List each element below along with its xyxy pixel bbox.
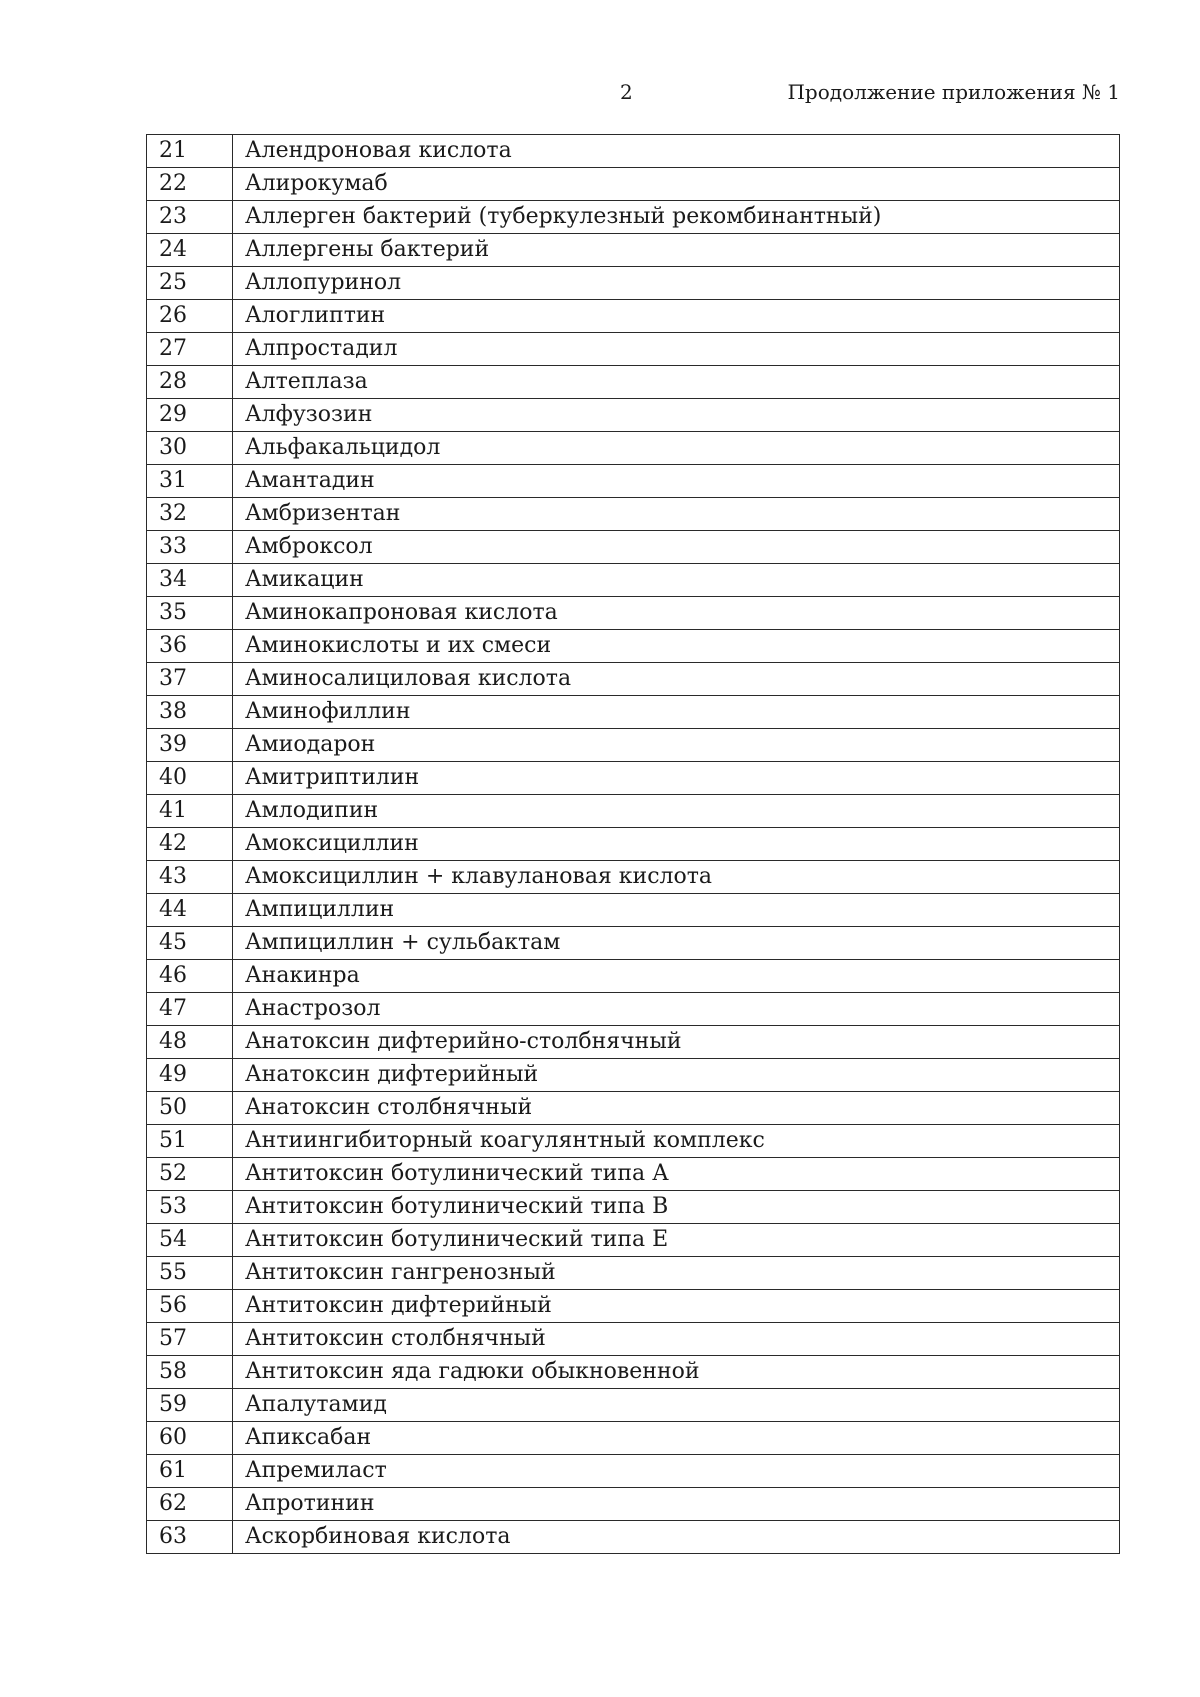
drug-name-cell: Ампициллин + сульбактам — [233, 927, 1120, 960]
table-row — [147, 135, 1120, 168]
drug-name-cell: Алфузозин — [233, 399, 1120, 432]
table-row — [147, 1455, 1120, 1488]
drug-name-cell: Амоксициллин — [233, 828, 1120, 861]
drug-name-cell: Алтеплаза — [233, 366, 1120, 399]
table-row — [147, 234, 1120, 267]
table-row — [147, 927, 1120, 960]
table-row — [147, 828, 1120, 861]
row-number-cell: 48 — [147, 1026, 233, 1059]
drug-name-cell: Антитоксин ботулинический типа Е — [233, 1224, 1120, 1257]
drug-name-cell: Алоглиптин — [233, 300, 1120, 333]
table-row — [147, 1191, 1120, 1224]
table-row — [147, 630, 1120, 663]
drug-name-cell: Анатоксин столбнячный — [233, 1092, 1120, 1125]
row-number-cell: 63 — [147, 1521, 233, 1554]
table-row — [147, 564, 1120, 597]
drug-name-cell: Аминофиллин — [233, 696, 1120, 729]
drug-name-cell: Антитоксин гангренозный — [233, 1257, 1120, 1290]
table-row — [147, 1389, 1120, 1422]
row-number-cell: 28 — [147, 366, 233, 399]
drug-name-cell: Анастрозол — [233, 993, 1120, 1026]
table-row — [147, 1422, 1120, 1455]
drug-name-cell: Апиксабан — [233, 1422, 1120, 1455]
table-row — [147, 993, 1120, 1026]
row-number-cell: 36 — [147, 630, 233, 663]
drug-name-cell: Алендроновая кислота — [233, 135, 1120, 168]
drug-name-cell: Апалутамид — [233, 1389, 1120, 1422]
drug-name-cell: Амбризентан — [233, 498, 1120, 531]
row-number-cell: 29 — [147, 399, 233, 432]
row-number-cell: 56 — [147, 1290, 233, 1323]
row-number-cell: 39 — [147, 729, 233, 762]
table-row — [147, 1026, 1120, 1059]
row-number-cell: 54 — [147, 1224, 233, 1257]
table-body — [147, 135, 1120, 1554]
table-row — [147, 366, 1120, 399]
drug-name-cell: Апротинин — [233, 1488, 1120, 1521]
row-number-cell: 52 — [147, 1158, 233, 1191]
table-row — [147, 201, 1120, 234]
row-number-cell: 34 — [147, 564, 233, 597]
row-number-cell: 51 — [147, 1125, 233, 1158]
table-row — [147, 729, 1120, 762]
drug-name-cell: Амброксол — [233, 531, 1120, 564]
table-row — [147, 762, 1120, 795]
drug-name-cell: Апремиласт — [233, 1455, 1120, 1488]
drug-name-cell: Аллопуринол — [233, 267, 1120, 300]
table-row — [147, 1488, 1120, 1521]
drug-name-cell: Антитоксин столбнячный — [233, 1323, 1120, 1356]
row-number-cell: 25 — [147, 267, 233, 300]
table-row — [147, 1521, 1120, 1554]
row-number-cell: 60 — [147, 1422, 233, 1455]
row-number-cell: 33 — [147, 531, 233, 564]
row-number-cell: 55 — [147, 1257, 233, 1290]
drug-name-cell: Альфакальцидол — [233, 432, 1120, 465]
drug-name-cell: Аскорбиновая кислота — [233, 1521, 1120, 1554]
drug-name-cell: Амикацин — [233, 564, 1120, 597]
row-number-cell: 26 — [147, 300, 233, 333]
table-row — [147, 894, 1120, 927]
table-row — [147, 597, 1120, 630]
drug-name-cell: Аминосалициловая кислота — [233, 663, 1120, 696]
table-row — [147, 795, 1120, 828]
drug-name-cell: Амантадин — [233, 465, 1120, 498]
drug-name-cell: Алпростадил — [233, 333, 1120, 366]
table-row — [147, 498, 1120, 531]
row-number-cell: 22 — [147, 168, 233, 201]
row-number-cell: 21 — [147, 135, 233, 168]
table-row — [147, 1224, 1120, 1257]
table-row — [147, 333, 1120, 366]
table-row — [147, 1092, 1120, 1125]
row-number-cell: 40 — [147, 762, 233, 795]
row-number-cell: 42 — [147, 828, 233, 861]
drug-name-cell: Анатоксин дифтерийно-столбнячный — [233, 1026, 1120, 1059]
drug-name-cell: Антитоксин ботулинический типа В — [233, 1191, 1120, 1224]
row-number-cell: 41 — [147, 795, 233, 828]
drug-name-cell: Ампициллин — [233, 894, 1120, 927]
row-number-cell: 62 — [147, 1488, 233, 1521]
row-number-cell: 23 — [147, 201, 233, 234]
table-row — [147, 1158, 1120, 1191]
table-row — [147, 300, 1120, 333]
row-number-cell: 53 — [147, 1191, 233, 1224]
page-number: 2 — [620, 80, 633, 104]
drug-name-cell: Аминокапроновая кислота — [233, 597, 1120, 630]
drug-name-cell: Аллергены бактерий — [233, 234, 1120, 267]
row-number-cell: 44 — [147, 894, 233, 927]
row-number-cell: 46 — [147, 960, 233, 993]
row-number-cell: 37 — [147, 663, 233, 696]
drug-name-cell: Аллерген бактерий (туберкулезный рекомбинантный) — [233, 201, 1120, 234]
row-number-cell: 61 — [147, 1455, 233, 1488]
table-row — [147, 1257, 1120, 1290]
table-row — [147, 1125, 1120, 1158]
table-row — [147, 861, 1120, 894]
table-row — [147, 399, 1120, 432]
drug-name-cell: Анатоксин дифтерийный — [233, 1059, 1120, 1092]
row-number-cell: 49 — [147, 1059, 233, 1092]
table-row — [147, 432, 1120, 465]
row-number-cell: 30 — [147, 432, 233, 465]
table-row — [147, 168, 1120, 201]
row-number-cell: 38 — [147, 696, 233, 729]
row-number-cell: 58 — [147, 1356, 233, 1389]
drug-list-table — [146, 134, 1120, 1554]
table-row — [147, 267, 1120, 300]
row-number-cell: 59 — [147, 1389, 233, 1422]
drug-name-cell: Амитриптилин — [233, 762, 1120, 795]
table-row — [147, 531, 1120, 564]
drug-name-cell: Анакинра — [233, 960, 1120, 993]
continuation-title: Продолжение приложения № 1 — [787, 80, 1120, 104]
row-number-cell: 50 — [147, 1092, 233, 1125]
drug-name-cell: Амлодипин — [233, 795, 1120, 828]
table-row — [147, 663, 1120, 696]
table-row — [147, 1290, 1120, 1323]
table-row — [147, 1356, 1120, 1389]
drug-name-cell: Амоксициллин + клавулановая кислота — [233, 861, 1120, 894]
table-row — [147, 465, 1120, 498]
table-row — [147, 1059, 1120, 1092]
drug-name-cell: Аминокислоты и их смеси — [233, 630, 1120, 663]
drug-name-cell: Алирокумаб — [233, 168, 1120, 201]
drug-name-cell: Антитоксин яда гадюки обыкновенной — [233, 1356, 1120, 1389]
row-number-cell: 31 — [147, 465, 233, 498]
drug-name-cell: Амиодарон — [233, 729, 1120, 762]
row-number-cell: 43 — [147, 861, 233, 894]
row-number-cell: 45 — [147, 927, 233, 960]
row-number-cell: 27 — [147, 333, 233, 366]
table-row — [147, 696, 1120, 729]
drug-name-cell: Антитоксин дифтерийный — [233, 1290, 1120, 1323]
row-number-cell: 47 — [147, 993, 233, 1026]
row-number-cell: 35 — [147, 597, 233, 630]
table-row — [147, 1323, 1120, 1356]
row-number-cell: 24 — [147, 234, 233, 267]
drug-name-cell: Антитоксин ботулинический типа А — [233, 1158, 1120, 1191]
row-number-cell: 57 — [147, 1323, 233, 1356]
drug-name-cell: Антиингибиторный коагулянтный комплекс — [233, 1125, 1120, 1158]
table-row — [147, 960, 1120, 993]
row-number-cell: 32 — [147, 498, 233, 531]
